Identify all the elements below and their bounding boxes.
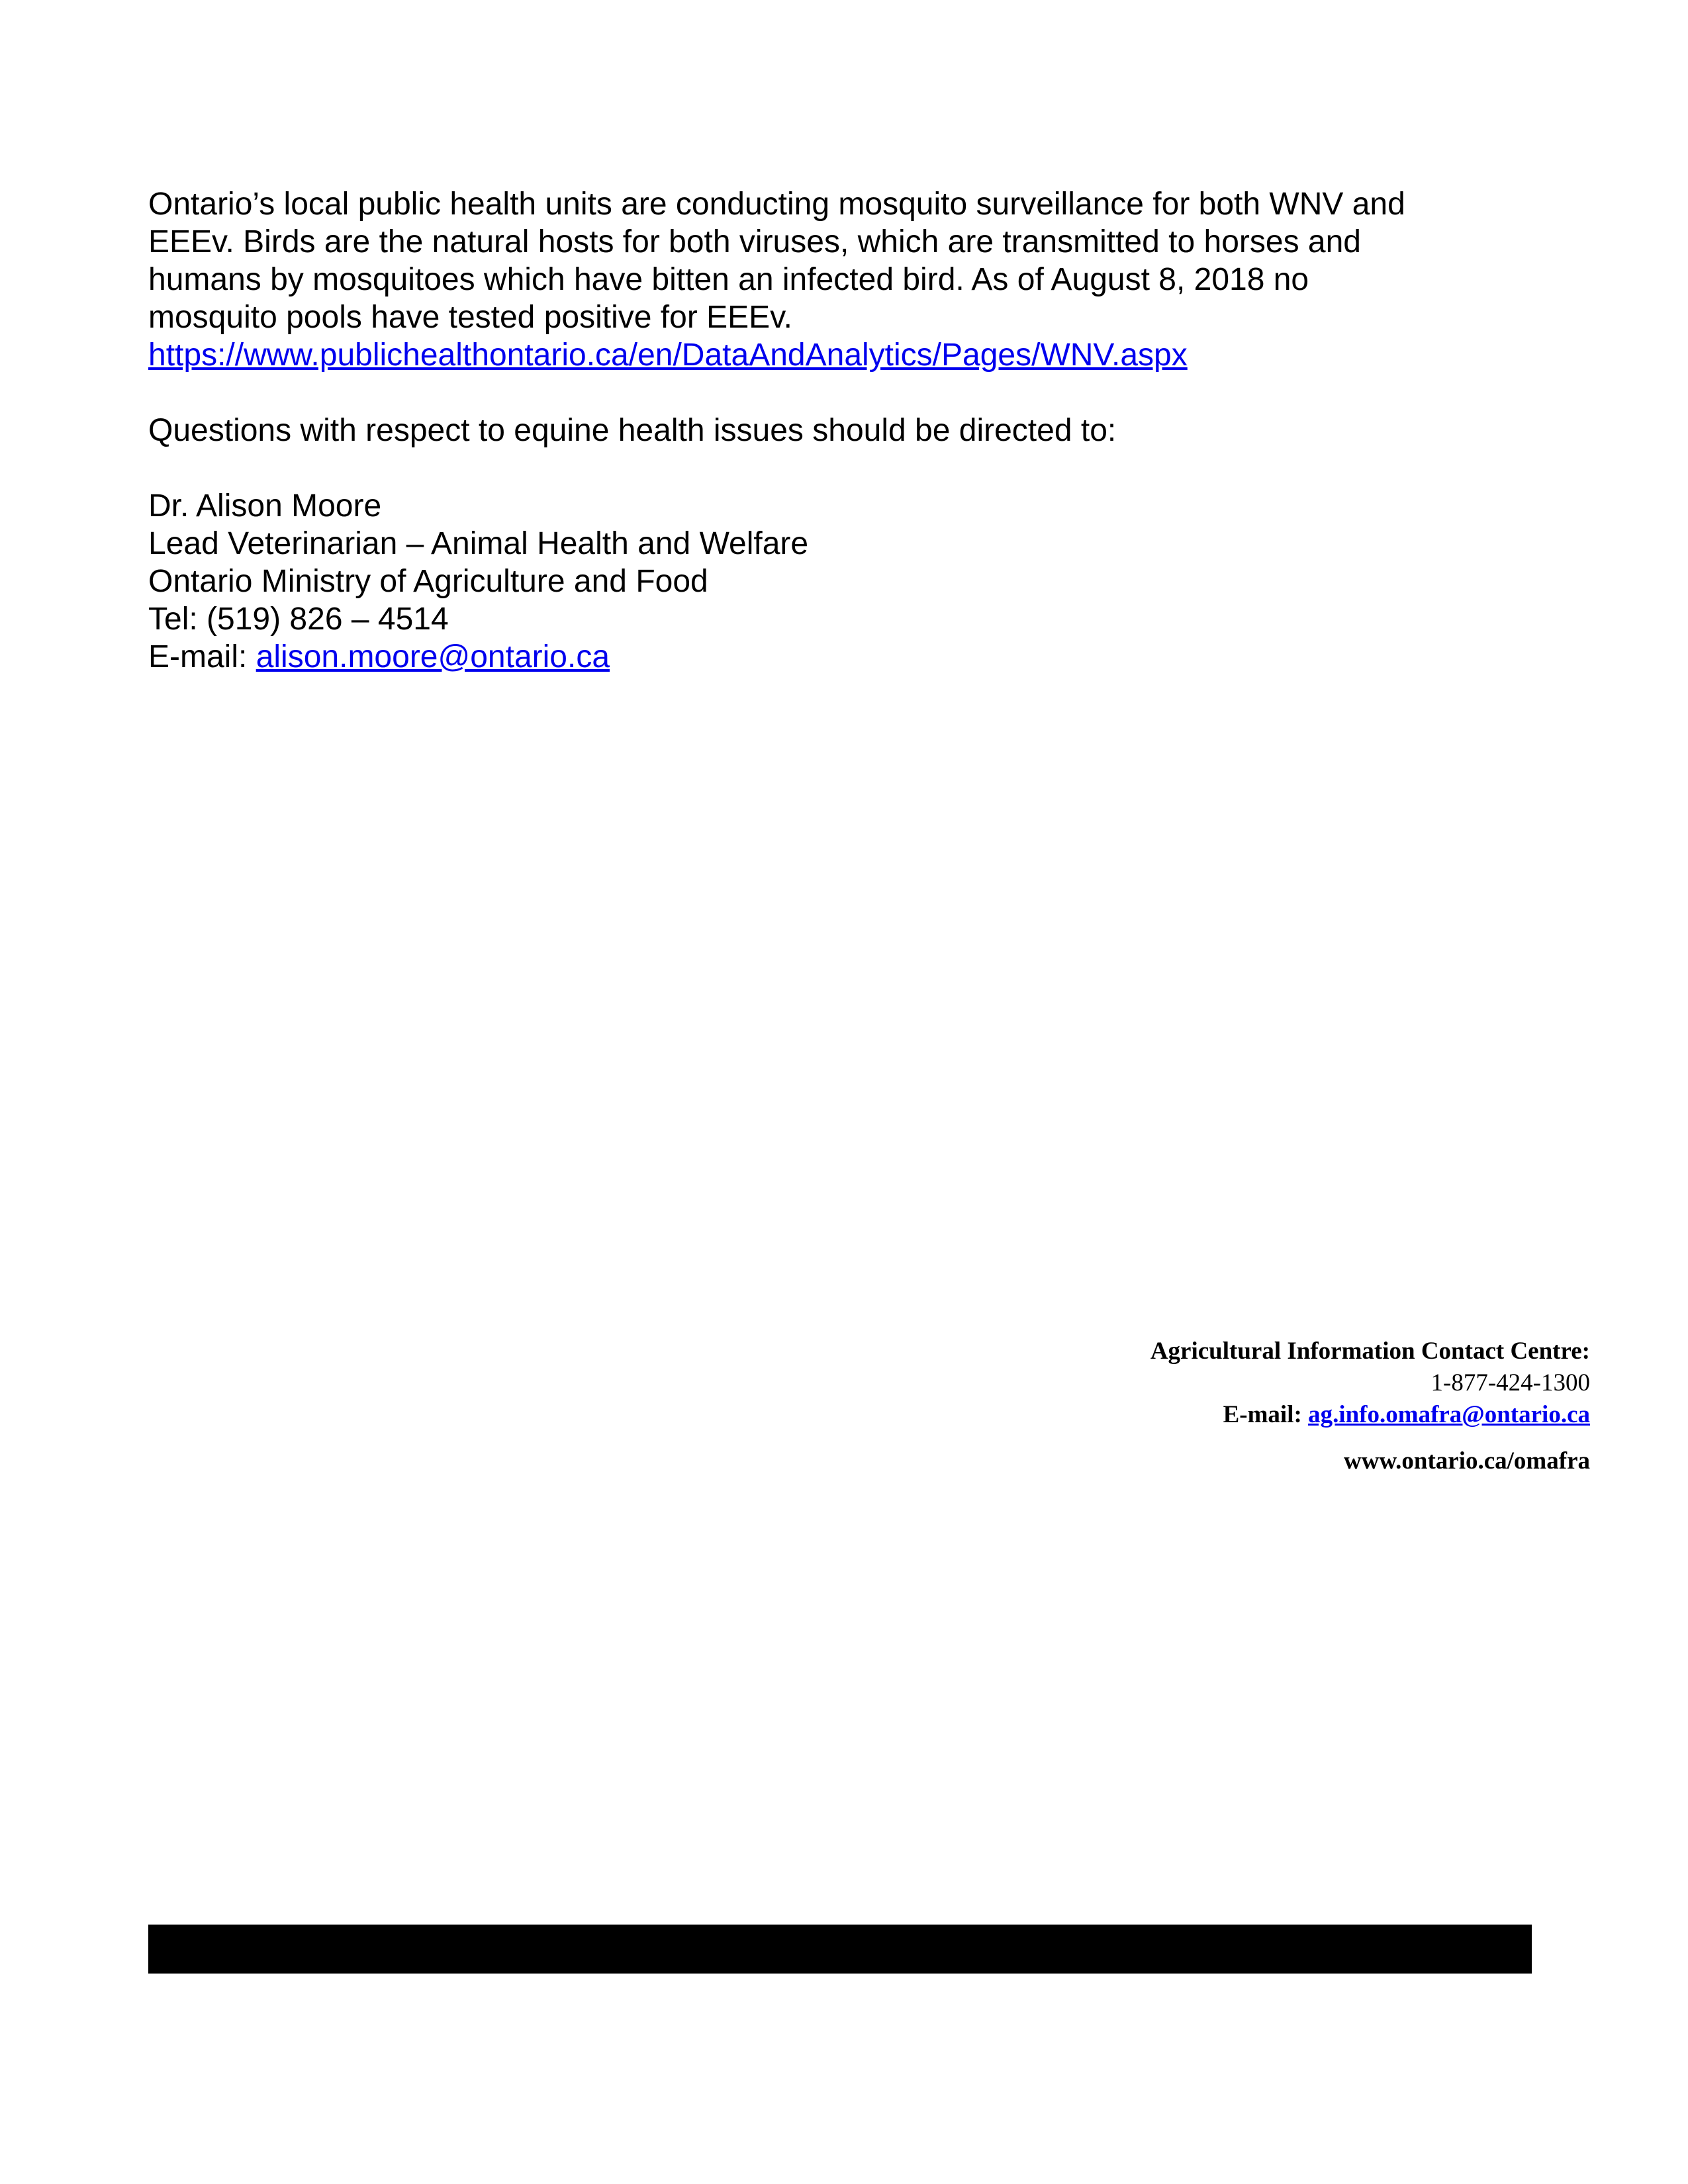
footer-bar — [148, 1925, 1532, 1974]
contact-name: Dr. Alison Moore — [148, 488, 382, 523]
contact-centre-email-line — [1150, 1399, 1590, 1431]
contact-centre-phone: 1-877-424-1300 — [1430, 1369, 1590, 1396]
spacer — [148, 374, 1538, 412]
document-body — [148, 185, 1538, 676]
contact-title: Lead Veterinarian – Animal Health and Welfare — [148, 526, 809, 561]
questions-text: Questions with respect to equine health issues should be directed to: — [148, 413, 1117, 448]
contact-email-label: E-mail: — [148, 639, 256, 674]
contact-centre-heading: Agricultural Information Contact Centre: — [1150, 1338, 1590, 1365]
contact-email-link[interactable]: alison.moore@ontario.ca — [256, 639, 610, 674]
surveillance-line-1: Ontario’s local public health units are conducting mosquito surveillance for both WNV and — [148, 187, 1405, 222]
surveillance-line-4: mosquito pools have tested positive for EEEv. — [148, 300, 792, 335]
surveillance-link-line — [148, 336, 1538, 374]
contact-centre-email-link[interactable]: ag.info.omafra@ontario.ca — [1308, 1401, 1590, 1428]
contact-organization: Ontario Ministry of Agriculture and Food — [148, 564, 708, 599]
contact-centre-block — [1150, 1336, 1590, 1477]
contact-email-line — [148, 638, 1538, 676]
contact-tel: Tel: (519) 826 – 4514 — [148, 602, 449, 637]
surveillance-line-2: EEEv. Birds are the natural hosts for both viruses, which are transmitted to horses and — [148, 224, 1361, 259]
public-health-ontario-link[interactable]: https://www.publichealthontario.ca/en/DataAndAnalytics/Pages/WNV.aspx — [148, 338, 1188, 373]
contact-centre-website[interactable]: www.ontario.ca/omafra — [1344, 1447, 1590, 1475]
contact-centre-email-label: E-mail: — [1223, 1401, 1309, 1428]
surveillance-line-3: humans by mosquitoes which have bitten an infected bird. As of August 8, 2018 no — [148, 262, 1309, 297]
spacer — [148, 449, 1538, 487]
